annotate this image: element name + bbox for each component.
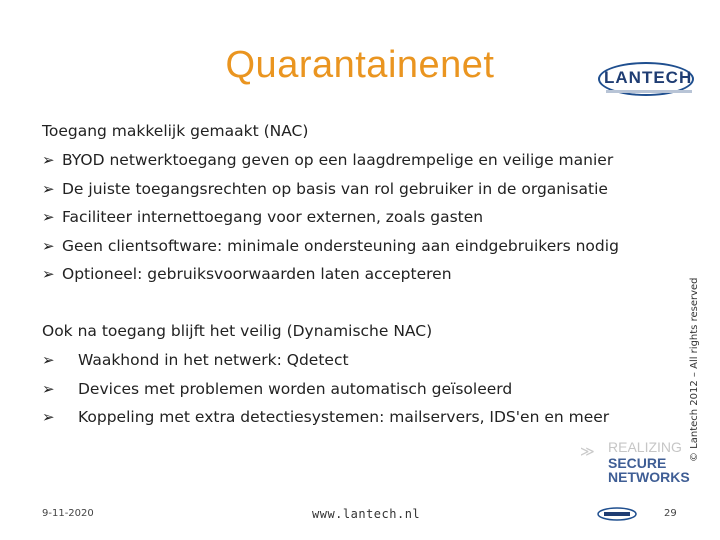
arrow-bullet-icon: ➢ [42, 351, 55, 369]
bullet-text: Faciliteer internettoegang voor externen, zoals gasten [62, 208, 484, 226]
arrow-bullet-icon: ➢ [42, 151, 55, 169]
section-heading: Ook na toegang blijft het veilig (Dynamische NAC) [42, 322, 433, 340]
slide-title: Quarantainenet [225, 44, 495, 86]
arrow-bullet-icon: ➢ [42, 265, 55, 283]
bullet-text: Optioneel: gebruiksvoorwaarden laten accepteren [62, 265, 452, 283]
section-heading: Toegang makkelijk gemaakt (NAC) [42, 122, 309, 140]
bullet-text: Devices met problemen worden automatisch geïsoleerd [78, 379, 513, 398]
double-chevron-icon: ≫ [580, 444, 595, 460]
bullet-item [42, 378, 609, 407]
logo-wordmark: LANTECH [604, 68, 693, 87]
arrow-bullet-icon: ➢ [42, 179, 55, 198]
bullet-item [42, 178, 619, 207]
bullet-text: Geen clientsoftware: minimale ondersteuning aan eindgebruikers nodig [62, 236, 619, 255]
footer-website: www.lantech.nl [312, 507, 421, 521]
bullet-item [42, 263, 619, 292]
arrow-bullet-icon: ➢ [42, 379, 55, 398]
footer-date: 9-11-2020 [42, 508, 94, 519]
copyright-side-text: © Lantech 2012 – All rights reserved [689, 277, 700, 462]
tagline-line-3: NETWORKS [608, 469, 690, 485]
realizing-secure-networks-logo [572, 438, 690, 488]
page-number: 29 [664, 508, 677, 519]
bullet-text: De juiste toegangsrechten op basis van rol gebruiker in de organisatie [62, 179, 608, 198]
section-access [42, 120, 619, 292]
bullet-item [42, 349, 609, 378]
section-dynamic-nac [42, 320, 609, 435]
arrow-bullet-icon: ➢ [42, 208, 55, 226]
bullet-item [42, 206, 619, 235]
bullet-item [42, 149, 619, 178]
bullet-item [42, 406, 609, 435]
tagline-line-2: SECURE [608, 455, 667, 471]
footer-lantech-icon [596, 506, 638, 522]
arrow-bullet-icon: ➢ [42, 236, 55, 255]
tagline-line-1: REALIZING [608, 439, 682, 455]
bullet-text: Waakhond in het netwerk: Qdetect [78, 351, 349, 369]
bullet-text: BYOD netwerktoegang geven op een laagdrempelige en veilige manier [62, 151, 614, 169]
bullet-text: Koppeling met extra detectiesystemen: mailservers, IDS'en en meer [78, 408, 610, 426]
logo-tagline-bar [606, 90, 692, 93]
arrow-bullet-icon: ➢ [42, 408, 55, 426]
bullet-item [42, 235, 619, 264]
lantech-logo [598, 62, 700, 104]
